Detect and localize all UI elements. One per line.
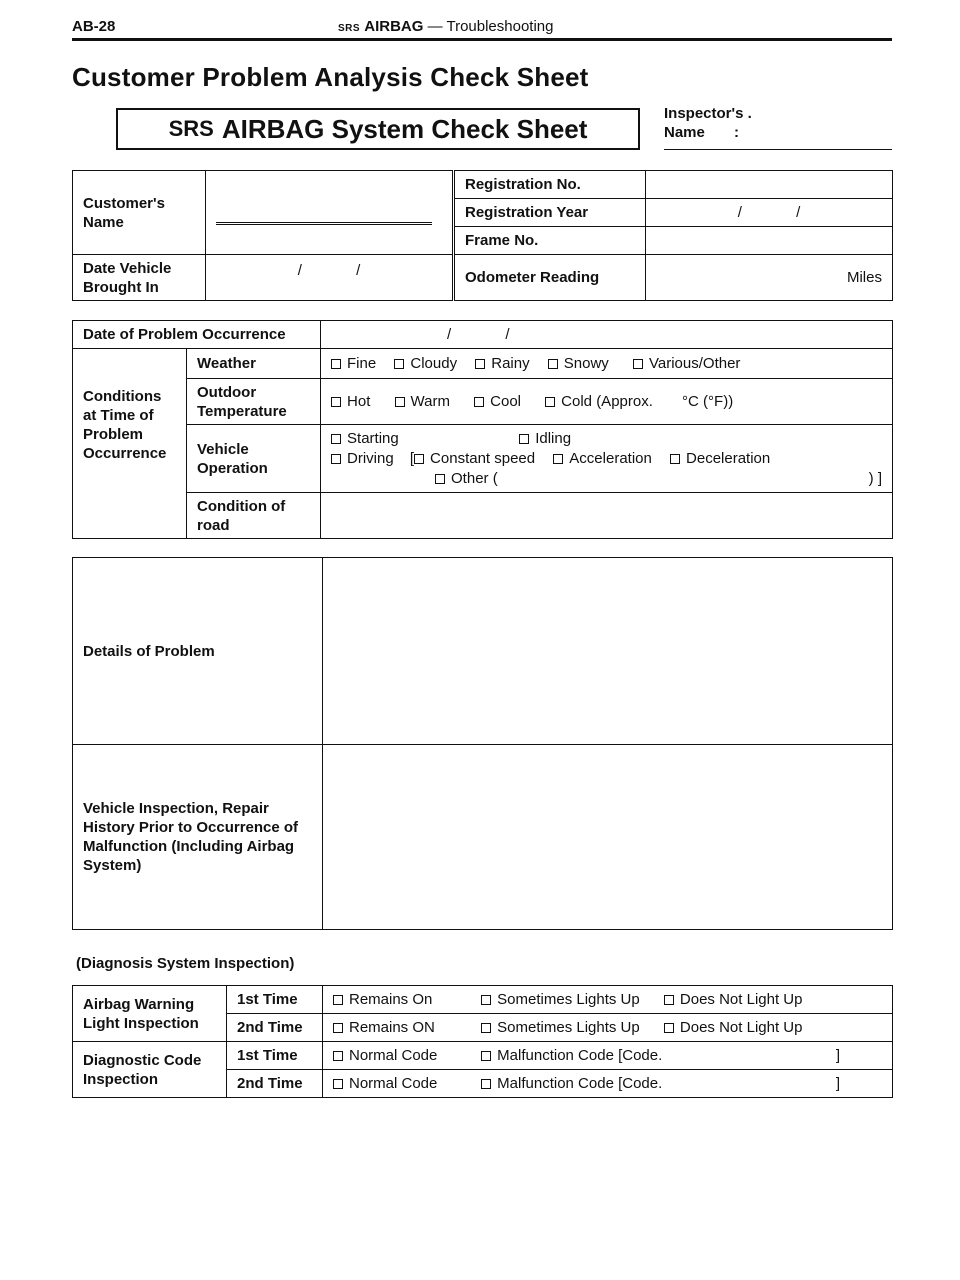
- registration-no-field[interactable]: [646, 171, 893, 199]
- checkbox-icon[interactable]: [414, 454, 424, 464]
- checkbox-icon[interactable]: [394, 359, 404, 369]
- op-constant[interactable]: Constant speed: [414, 450, 535, 467]
- code-second-time: 2nd Time: [227, 1070, 323, 1098]
- weather-cloudy[interactable]: Cloudy: [394, 355, 457, 372]
- op-idling[interactable]: Idling: [519, 430, 571, 447]
- code-close-1: ]: [835, 1047, 840, 1064]
- inspector-line1: Inspector's .: [664, 105, 752, 122]
- road-condition-label: Condition of road: [187, 493, 321, 539]
- section-rest: — Troubleshooting: [423, 18, 554, 35]
- checkbox-icon[interactable]: [435, 474, 445, 484]
- weather-label: Weather: [187, 349, 321, 379]
- checkbox-icon[interactable]: [333, 1023, 343, 1033]
- checkbox-icon[interactable]: [333, 1051, 343, 1061]
- normal-code-1[interactable]: Normal Code: [333, 1046, 465, 1065]
- registration-no-label: Registration No.: [454, 171, 646, 199]
- weather-various[interactable]: Various/Other: [633, 355, 740, 372]
- inspector-label: [664, 104, 752, 142]
- does-not-2[interactable]: Does Not Light Up: [664, 1019, 803, 1036]
- date-problem-field[interactable]: / /: [321, 321, 893, 349]
- customer-name-field[interactable]: [206, 171, 454, 255]
- vehicle-operation-label: Vehicle Operation: [187, 425, 321, 493]
- code-first-options: [323, 1042, 893, 1070]
- details-table: [72, 557, 893, 930]
- header-rule: [72, 38, 892, 41]
- diagnostic-code-label: Diagnostic Code Inspection: [73, 1042, 227, 1098]
- checkbox-icon[interactable]: [481, 1079, 491, 1089]
- checkbox-icon[interactable]: [481, 1051, 491, 1061]
- checkbox-icon[interactable]: [331, 454, 341, 464]
- warning-first-time: 1st Time: [227, 986, 323, 1014]
- checkbox-icon[interactable]: [331, 434, 341, 444]
- checkbox-icon[interactable]: [664, 1023, 674, 1033]
- op-starting[interactable]: Starting: [331, 429, 501, 449]
- weather-options: [321, 349, 893, 379]
- registration-year-label: Registration Year: [454, 199, 646, 227]
- diagnosis-section-title: (Diagnosis System Inspection): [76, 955, 295, 972]
- temp-hot[interactable]: Hot: [331, 393, 370, 410]
- temp-options: [321, 379, 893, 425]
- checkbox-icon[interactable]: [331, 359, 341, 369]
- airbag-warning-label: Airbag Warning Light Inspection: [73, 986, 227, 1042]
- checkbox-icon[interactable]: [481, 995, 491, 1005]
- date-brought-label: Date Vehicle Brought In: [73, 255, 206, 301]
- checkbox-icon[interactable]: [519, 434, 529, 444]
- odometer-label: Odometer Reading: [454, 255, 646, 301]
- date-problem-label: Date of Problem Occurrence: [73, 321, 321, 349]
- page-title: Customer Problem Analysis Check Sheet: [72, 62, 589, 92]
- checkbox-icon[interactable]: [474, 397, 484, 407]
- outdoor-temp-label: Outdoor Temperature: [187, 379, 321, 425]
- temp-cold[interactable]: Cold (Approx. °C (°F)): [545, 393, 733, 410]
- customer-name-label: Customer's Name: [73, 171, 206, 255]
- history-field[interactable]: [323, 745, 893, 930]
- warning-second-options: [323, 1014, 893, 1042]
- weather-snowy[interactable]: Snowy: [548, 355, 609, 372]
- road-condition-field[interactable]: [321, 493, 893, 539]
- section-heading: [338, 18, 553, 35]
- temp-cool[interactable]: Cool: [474, 393, 521, 410]
- remains-on-2[interactable]: Remains ON: [333, 1018, 465, 1037]
- op-other-close: ) ]: [868, 469, 883, 487]
- weather-rainy[interactable]: Rainy: [475, 355, 529, 372]
- temp-warm[interactable]: Warm: [395, 393, 450, 410]
- op-deceleration[interactable]: Deceleration: [670, 450, 770, 467]
- checkbox-icon[interactable]: [553, 454, 563, 464]
- section-srs: SRS: [338, 23, 361, 34]
- checkbox-icon[interactable]: [333, 995, 343, 1005]
- code-close-2: ]: [835, 1075, 840, 1092]
- sometimes-1[interactable]: Sometimes Lights Up: [481, 991, 640, 1008]
- normal-code-2[interactable]: Normal Code: [333, 1074, 465, 1093]
- sometimes-2[interactable]: Sometimes Lights Up: [481, 1019, 640, 1036]
- history-label: Vehicle Inspection, Repair History Prior to Occurrence of Malfunction (Including Airbag System): [73, 745, 323, 930]
- frame-no-field[interactable]: [646, 227, 893, 255]
- check-sheet-title-box: [116, 108, 640, 150]
- checkbox-icon[interactable]: [333, 1079, 343, 1089]
- details-label: Details of Problem: [73, 558, 323, 745]
- checkbox-icon[interactable]: [633, 359, 643, 369]
- date-brought-field[interactable]: / /: [206, 255, 454, 301]
- customer-table: [72, 170, 893, 301]
- malfunction-code-1[interactable]: Malfunction Code [Code.: [481, 1047, 662, 1064]
- checkbox-icon[interactable]: [331, 397, 341, 407]
- registration-year-field[interactable]: / /: [646, 199, 893, 227]
- does-not-1[interactable]: Does Not Light Up: [664, 991, 803, 1008]
- code-second-options: [323, 1070, 893, 1098]
- details-field[interactable]: [323, 558, 893, 745]
- warning-second-time: 2nd Time: [227, 1014, 323, 1042]
- sheet-title: AIRBAG System Check Sheet: [221, 113, 588, 144]
- inspector-line2: Name :: [664, 124, 740, 141]
- remains-on-1[interactable]: Remains On: [333, 990, 465, 1009]
- checkbox-icon[interactable]: [664, 995, 674, 1005]
- checkbox-icon[interactable]: [548, 359, 558, 369]
- diagnosis-table: [72, 985, 893, 1098]
- code-first-time: 1st Time: [227, 1042, 323, 1070]
- malfunction-code-2[interactable]: Malfunction Code [Code.: [481, 1075, 662, 1092]
- operation-options: [321, 425, 893, 493]
- op-acceleration[interactable]: Acceleration: [553, 450, 652, 467]
- page-code: AB-28: [72, 18, 116, 35]
- weather-fine[interactable]: Fine: [331, 355, 376, 372]
- op-other[interactable]: Other (: [435, 470, 498, 487]
- checkbox-icon[interactable]: [670, 454, 680, 464]
- bracket-open: [: [409, 449, 415, 467]
- conditions-label: Conditions at Time of Problem Occurrence: [73, 349, 187, 539]
- sheet-srs: SRS: [168, 116, 214, 141]
- op-driving[interactable]: Driving: [331, 450, 394, 467]
- warning-first-options: [323, 986, 893, 1014]
- checkbox-icon[interactable]: [545, 397, 555, 407]
- conditions-table: [72, 320, 893, 539]
- section-airbag: AIRBAG: [364, 18, 424, 35]
- checkbox-icon[interactable]: [475, 359, 485, 369]
- checkbox-icon[interactable]: [395, 397, 405, 407]
- inspector-name-line[interactable]: [664, 149, 892, 150]
- checkbox-icon[interactable]: [481, 1023, 491, 1033]
- frame-no-label: Frame No.: [454, 227, 646, 255]
- odometer-field[interactable]: Miles: [646, 255, 893, 301]
